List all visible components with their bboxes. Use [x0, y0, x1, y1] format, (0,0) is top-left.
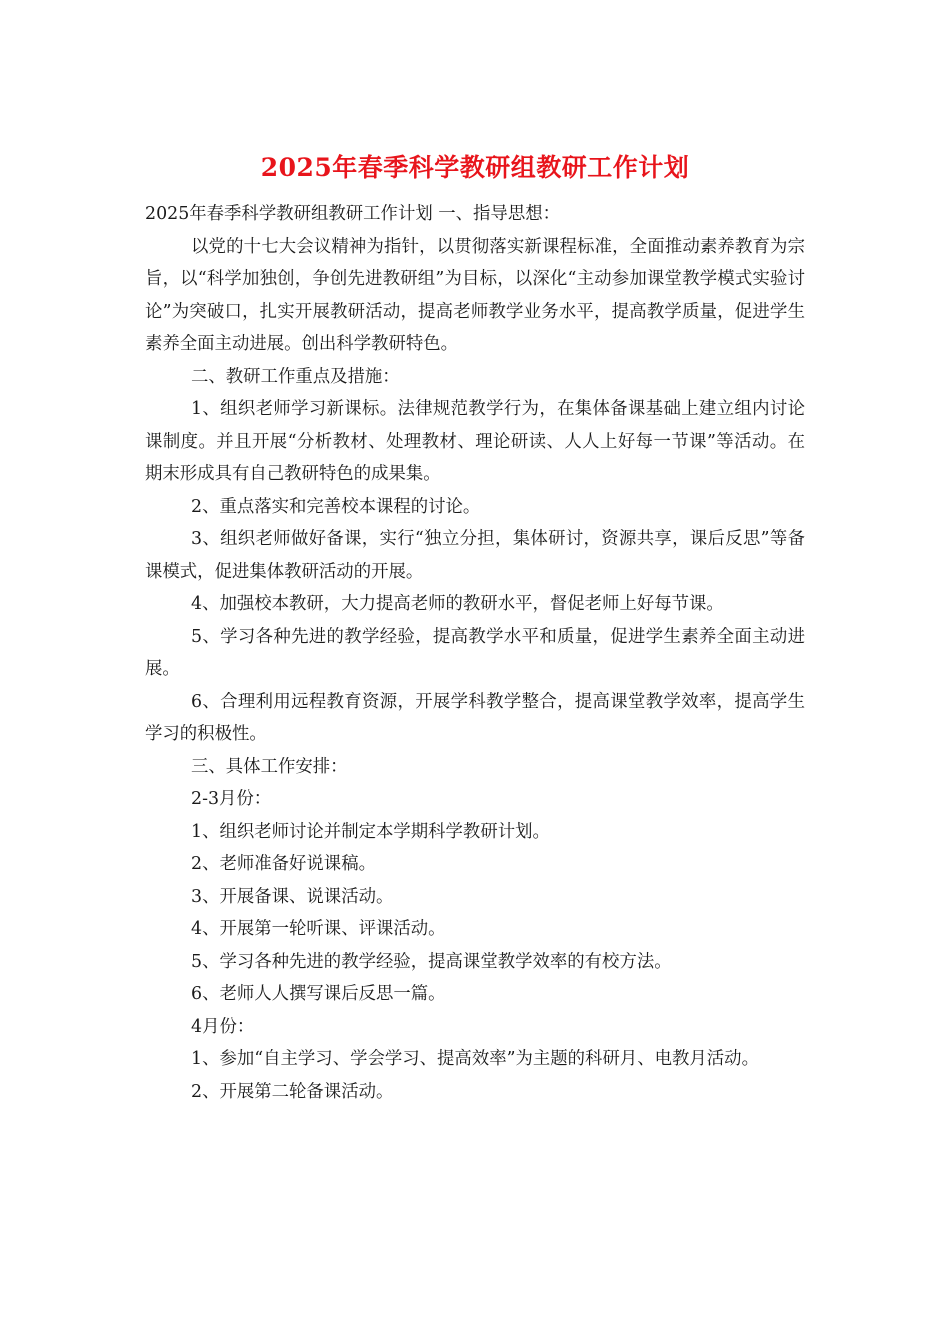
body-paragraph: 2、重点落实和完善校本课程的讨论。 [191, 496, 481, 517]
body-paragraph: 以党的十七大会议精神为指针，以贯彻落实新课程标准，全面推动素养教育为宗旨，以“科学加独创，争创先进教研组”为目标，以深化“主动参加课堂教学模式实验讨论”为突破口，扎实开展教研活动，提高老师教学业务水平，提高教学质量，促进学生素养全面主动进展。创出科学教研特色。 [145, 236, 805, 354]
body-paragraph: 1、参加“自主学习、学会学习、提高效率”为主题的科研月、电教月活动。 [191, 1049, 759, 1069]
body-paragraph: 三、具体工作安排： [191, 756, 348, 777]
body-paragraph: 4、加强校本教研，大力提高老师的教研水平，督促老师上好每节课。 [191, 594, 724, 614]
document-body [145, 198, 805, 1108]
body-paragraph: 2、老师准备好说课稿。 [191, 854, 376, 874]
body-paragraph: 2-3月份： [191, 789, 272, 809]
body-paragraph: 1、组织老师讨论并制定本学期科学教研计划。 [191, 821, 550, 842]
body-paragraph: 5、学习各种先进的教学经验，提高课堂教学效率的有校方法。 [191, 951, 672, 972]
body-paragraph: 5、学习各种先进的教学经验，提高教学水平和质量，促进学生素养全面主动进展。 [145, 626, 805, 679]
body-paragraph: 6、老师人人撰写课后反思一篇。 [191, 984, 446, 1004]
body-paragraph: 2025年春季科学教研组教研工作计划 一、指导思想： [145, 204, 560, 224]
body-paragraph: 二、教研工作重点及措施： [191, 366, 400, 387]
body-paragraph: 4、开展第一轮听课、评课活动。 [191, 919, 446, 939]
body-paragraph: 4月份： [191, 1016, 255, 1037]
body-paragraph: 3、组织老师做好备课，实行“独立分担，集体研讨，资源共享，课后反思”等备课模式，促进集体教研活动的开展。 [145, 529, 805, 582]
body-paragraph: 1、组织老师学习新课标。法律规范教学行为，在集体备课基础上建立组内讨论课制度。并且开展“分析教材、处理教材、理论研读、人人上好每一节课”等活动。在期末形成具有自己教研特色的成果集。 [145, 399, 805, 484]
document-title: 2025年春季科学教研组教研工作计划 [260, 153, 690, 182]
body-paragraph: 6、合理利用远程教育资源，开展学科教学整合，提高课堂教学效率，提高学生学习的积极性。 [145, 691, 805, 744]
body-paragraph: 2、开展第二轮备课活动。 [191, 1081, 394, 1102]
body-paragraph: 3、开展备课、说课活动。 [191, 886, 394, 907]
